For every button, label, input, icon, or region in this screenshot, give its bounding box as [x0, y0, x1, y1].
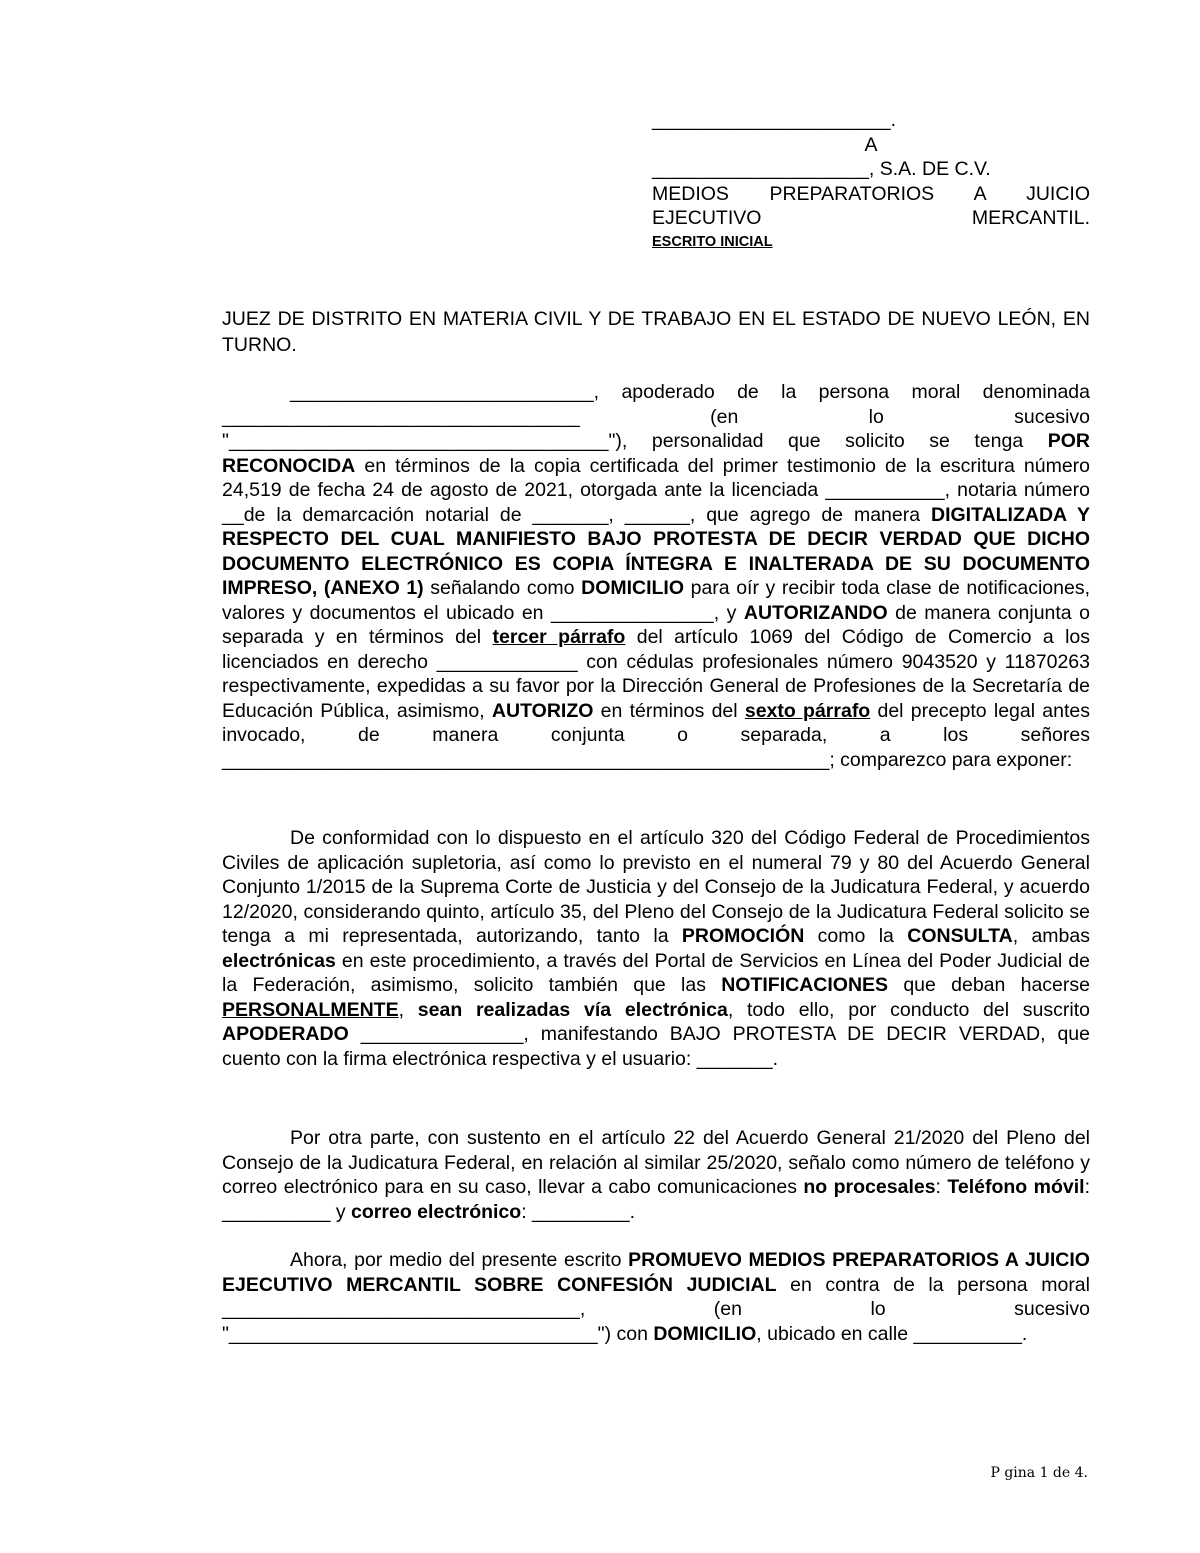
p2-text: como la [804, 925, 908, 947]
p2-text: , todo ello, por conducto del suscrito [727, 998, 1090, 1021]
p1-sexto-parrafo: sexto párrafo [744, 699, 871, 722]
p2-personalmente: PERSONALMENTE [222, 998, 399, 1021]
p4-text: en contra de la persona moral _________________________________, (en lo sucesivo "__________________________________") con [222, 1273, 1090, 1345]
p3-text: : _________. [521, 1200, 636, 1223]
p2-bold-via-electronica: sean realizadas vía electrónica [417, 998, 728, 1021]
header-procedure-text: MEDIOS PREPARATORIOS A JUICIO EJECUTIVO MERCANTIL. [652, 182, 1090, 229]
paragraph-1 [222, 380, 1090, 772]
p2-text: , ambas [1012, 925, 1090, 947]
p2-text: que deban hacerse [888, 974, 1090, 996]
p4-bold-promuevo: PROMUEVO MEDIOS PREPARATORIOS A JUICIO EJECUTIVO MERCANTIL SOBRE CONFESIÓN JUDICIAL [222, 1249, 1090, 1296]
p2-text: , [398, 998, 418, 1021]
p2-text: en este procedimiento, a través del Portal de Servicios en Línea del Poder Judicial de la Federación, asimismo, solicito también que las [222, 949, 1090, 996]
header-escrito-inicial: ESCRITO INICIAL [652, 233, 773, 250]
p2-text: De conformidad con lo dispuesto en el artículo 320 del Código Federal de Procedimientos Civiles de aplicación supletoria, así como lo previsto en el numeral 79 y 80 del Acuerdo General Conjunto 1/2015 de la Suprema Corte de Justicia y del Consejo de la Judicatura Federal, y acuerdo 12/2020, considerando quinto, artículo 35, del Pleno del Consejo de la Judicatura Federal solicito se tenga a mi representada, autorizando, tanto la [222, 827, 1090, 947]
header-company-line: ____________________, S.A. DE C.V. [652, 158, 991, 180]
p1-text: de manera conjunta o separada y en términos del [222, 601, 1090, 648]
header-procedure [652, 182, 1090, 231]
p1-text: en términos de la copia certificada del primer testimonio de la escritura número 24,519 de fecha 24 de agosto de 2021, otorgada ante la licenciada ___________, notaria número __de la demarcación notarial de _______, ______, que agrego de manera [222, 454, 1090, 526]
p1-text: señalando como [423, 577, 582, 599]
header-a: A [864, 133, 878, 156]
p2-bold-apoderado: APODERADO [222, 1023, 349, 1045]
p2-text: _______________, manifestando BAJO PROTESTA DE DECIR VERDAD, que cuento con la firma electrónica respectiva y el usuario: _______. [222, 1023, 1090, 1070]
p4-text: , ubicado en calle __________. [756, 1322, 1028, 1345]
p3-bold-correo: correo electrónico [351, 1200, 522, 1223]
p4-text: Ahora, por medio del presente escrito [290, 1249, 629, 1271]
p2-bold-promocion: PROMOCIÓN [681, 925, 805, 947]
p1-bold-autorizando: AUTORIZANDO [743, 601, 888, 624]
paragraph-4 [222, 1248, 1090, 1346]
p1-text: para oír y recibir toda clase de notificaciones, valores y documentos el ubicado en _______________, y [222, 577, 1091, 624]
p3-bold-no-procesales: no procesales [803, 1176, 936, 1198]
p3-bold-telefono: Teléfono móvil [947, 1176, 1085, 1198]
p3-text: Por otra parte, con sustento en el artículo 22 del Acuerdo General 21/2020 del Pleno del Consejo de la Judicatura Federal, en relación al similar 25/2020, señalo como número de teléfono y correo electrónico para en su caso, llevar a cabo comunicaciones [222, 1127, 1090, 1198]
p3-text: : __________ y [222, 1176, 1090, 1223]
header-recipient-line: ______________________. [652, 109, 897, 131]
p1-text: en términos del [593, 699, 745, 722]
paragraph-2 [222, 826, 1090, 1071]
p1-bold-por-reconocida: POR RECONOCIDA [222, 430, 1090, 477]
p4-bold-domicilio: DOMICILIO [653, 1322, 757, 1345]
court-address: JUEZ DE DISTRITO EN MATERIA CIVIL Y DE TRABAJO EN EL ESTADO DE NUEVO LEÓN, EN TURNO. [222, 308, 1090, 356]
p2-bold-notificaciones: NOTIFICACIONES [721, 974, 889, 996]
paragraph-3 [222, 1126, 1090, 1224]
header-block [652, 108, 1090, 253]
p3-text: : [935, 1176, 948, 1198]
p2-bold-consulta: CONSULTA [907, 925, 1013, 947]
p1-bold-domicilio: DOMICILIO [581, 577, 685, 599]
p1-text: del artículo 1069 del Código de Comercio a los licenciados en derecho _____________ con cédulas profesionales número 9043520 y 11870263 respectivamente, expedidas a su favor por la Dirección General de Profesiones de la Secretaría de Educación Pública, asimismo, [222, 626, 1090, 722]
p1-tercer-parrafo: tercer párrafo [492, 626, 626, 648]
p2-bold-electronicas: electrónicas [222, 949, 336, 972]
p1-bold-digitalizada: DIGITALIZADA Y RESPECTO DEL CUAL MANIFIESTO BAJO PROTESTA DE DECIR VERDAD QUE DICHO DOCUMENTO ELECTRÓNICO ES COPIA ÍNTEGRA E INALTERADA DE SU DOCUMENTO IMPRESO, (ANEXO 1) [222, 503, 1090, 599]
page-number: P gina 1 de 4. [990, 1465, 1088, 1481]
p1-text: ____________________________, apoderado de la persona moral denominada _________________________________ (en lo sucesivo "___________________________________"), personalidad que solicito se tenga [222, 381, 1090, 452]
p1-bold-autorizo: AUTORIZO [491, 699, 594, 722]
p1-text: del precepto legal antes invocado, de manera conjunta o separada, a los señores ________________________________________________________; comparezco para exponer: [222, 699, 1091, 771]
